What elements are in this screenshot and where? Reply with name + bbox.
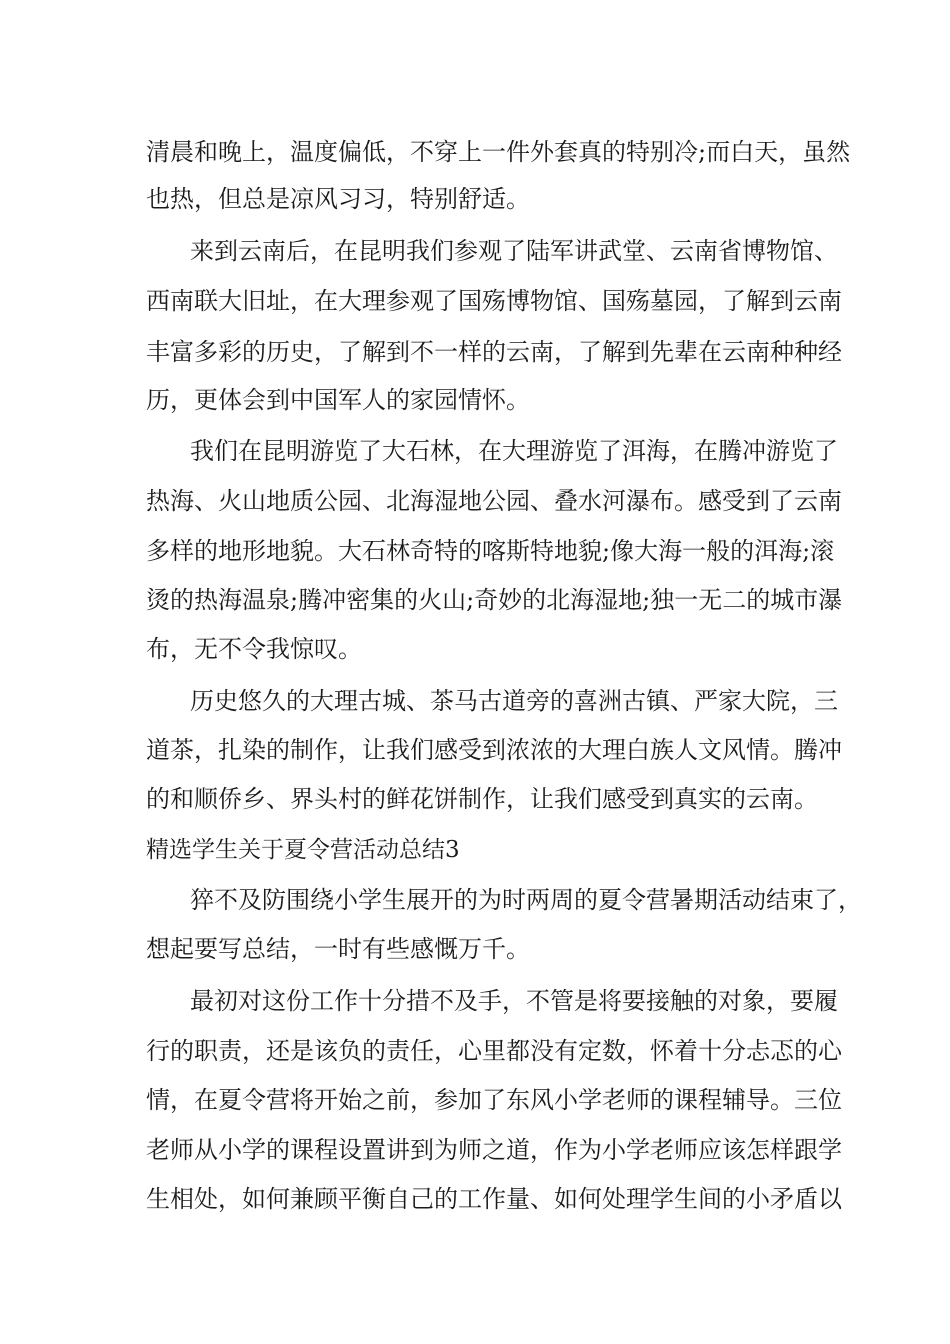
text-line: 情，在夏令营将开始之前，参加了东风小学老师的课程辅导。三位 bbox=[146, 1086, 842, 1114]
text-line: 丰富多彩的历史，了解到不一样的云南，了解到先辈在云南种种经 bbox=[146, 338, 842, 366]
text-line: 猝不及防围绕小学生展开的为时两周的夏令营暑期活动结束了， bbox=[190, 886, 862, 914]
text-line: 道茶，扎染的制作，让我们感受到浓浓的大理白族人文风情。腾冲 bbox=[146, 736, 842, 764]
text-line: 历史悠久的大理古城、茶马古道旁的喜洲古镇、严家大院，三 bbox=[190, 687, 838, 715]
text-line: 行的职责，还是该负的责任，心里都没有定数，怀着十分忐忑的心 bbox=[146, 1037, 842, 1065]
text-line: 热海、火山地质公园、北海湿地公园、叠水河瀑布。感受到了云南 bbox=[146, 487, 842, 515]
text-line: 历，更体会到中国军人的家园情怀。 bbox=[146, 386, 530, 414]
text-line: 清晨和晚上，温度偏低，不穿上一件外套真的特别冷;而白天，虽然 bbox=[146, 138, 851, 166]
text-line: 来到云南后，在昆明我们参观了陆军讲武堂、云南省博物馆、 bbox=[190, 237, 838, 265]
text-line: 也热，但总是凉风习习，特别舒适。 bbox=[146, 185, 530, 213]
text-line: 老师从小学的课程设置讲到为师之道，作为小学老师应该怎样跟学 bbox=[146, 1136, 842, 1164]
text-line: 我们在昆明游览了大石林，在大理游览了洱海，在腾冲游览了 bbox=[190, 437, 838, 465]
text-line: 最初对这份工作十分措不及手，不管是将要接触的对象，要履 bbox=[190, 987, 838, 1015]
section-heading: 精选学生关于夏令营活动总结3 bbox=[146, 837, 460, 863]
text-line: 布，无不令我惊叹。 bbox=[146, 635, 362, 663]
text-line: 的和顺侨乡、界头村的鲜花饼制作，让我们感受到真实的云南。 bbox=[146, 785, 818, 813]
text-line: 想起要写总结，一时有些感慨万千。 bbox=[146, 935, 530, 963]
text-line: 西南联大旧址，在大理参观了国殇博物馆、国殇墓园，了解到云南 bbox=[146, 287, 842, 315]
text-line: 生相处，如何兼顾平衡自己的工作量、如何处理学生间的小矛盾以 bbox=[146, 1185, 842, 1213]
text-line: 多样的地形地貌。大石林奇特的喀斯特地貌;像大海一般的洱海;滚 bbox=[146, 537, 835, 565]
text-line: 烫的热海温泉;腾冲密集的火山;奇妙的北海湿地;独一无二的城市瀑 bbox=[146, 586, 843, 614]
